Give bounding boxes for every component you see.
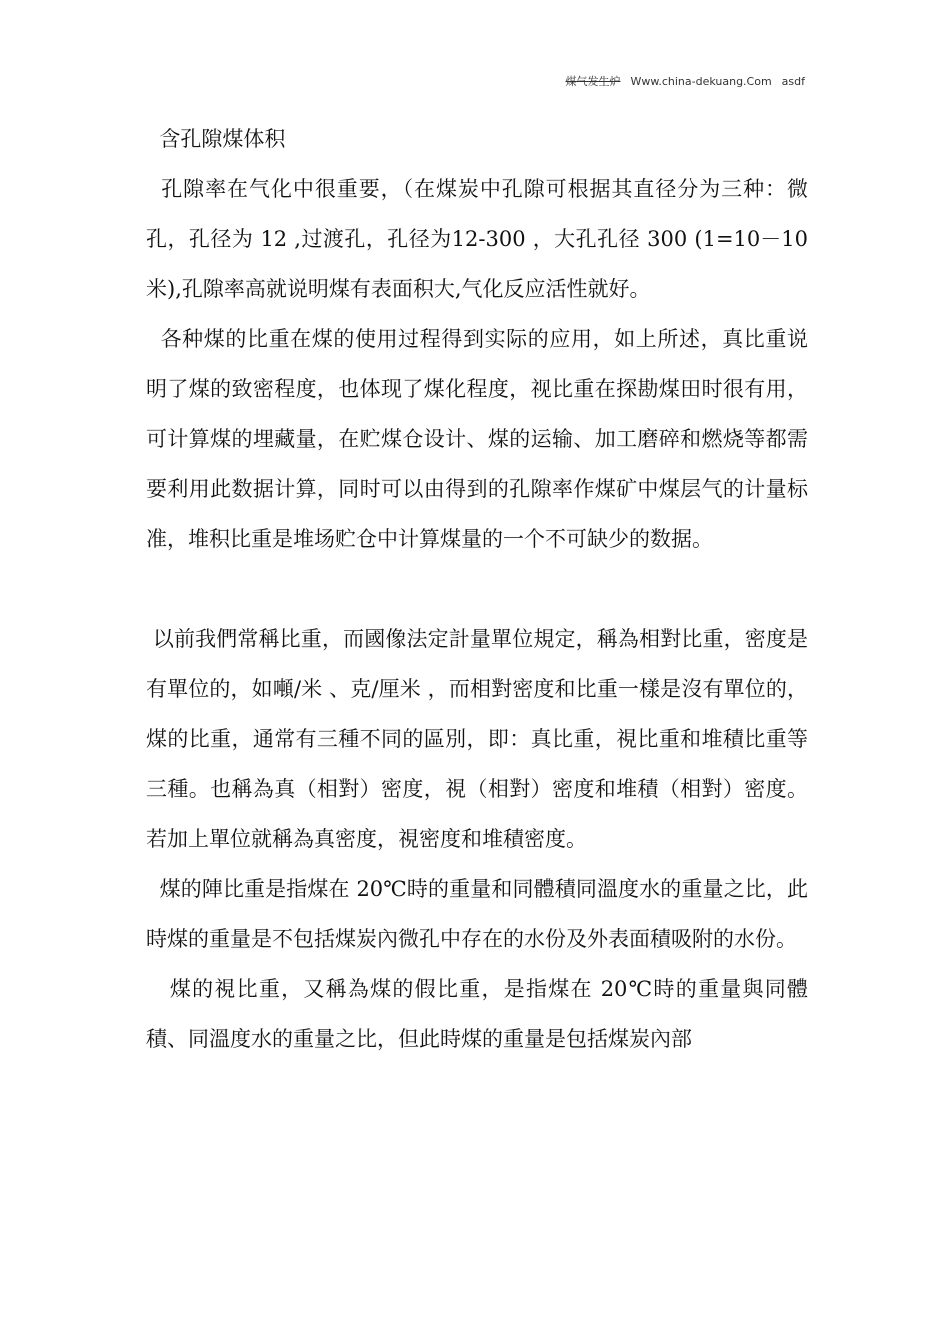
header-company: 煤气发生炉 [565, 75, 621, 88]
section-heading: 含孔隙煤体积 [146, 127, 286, 151]
paragraph-spacer [146, 564, 808, 614]
paragraph-specific-gravity: 以前我們常稱比重，而國像法定計量單位規定，稱為相對比重，密度是有單位的，如噸/米 、克/厘米 ，而相對密度和比重一樣是沒有單位的，煤的比重，通常有三種不同的區別，即：真比重，視比重和堆積比重等三種。也稱為真（相對）密度，視（相對）密度和堆積（相對）密度。若加上單位就稱為真密度，視密度和堆積密度。 [146, 627, 808, 851]
paragraph-apparent-gravity: 煤的視比重，又稱為煤的假比重，是指煤在 20℃時的重量與同體積、同溫度水的重量之比，但此時煤的重量是包括煤炭內部 [146, 977, 808, 1051]
document-body [146, 114, 815, 1064]
header-website[interactable]: Www.china-dekuang.Com [630, 75, 772, 88]
header-extra: asdf [781, 75, 805, 88]
paragraph-porosity: 孔隙率在气化中很重要，（在煤炭中孔隙可根据其直径分为三种：微孔，孔径为 12 ,过渡孔，孔径为12-300 ，大孔孔径 300 (1=10－10 米),孔隙率高就说明煤有表面积大,气化反应活性就好。 [146, 177, 815, 301]
paragraph-applications: 各种煤的比重在煤的使用过程得到实际的应用，如上所述，真比重说明了煤的致密程度，也体现了煤化程度，视比重在探勘煤田时很有用，可计算煤的埋藏量，在贮煤仓设计、煤的运输、加工磨碎和燃烧等都需要利用此数据计算，同时可以由得到的孔隙率作煤矿中煤层气的计量标准，堆积比重是堆场贮仓中计算煤量的一个不可缺少的数据。 [146, 327, 808, 551]
page-header [555, 73, 805, 89]
paragraph-true-gravity: 煤的陣比重是指煤在 20℃時的重量和同體積同溫度水的重量之比，此時煤的重量是不包括煤炭內微孔中存在的水份及外表面積吸附的水份。 [146, 877, 808, 951]
